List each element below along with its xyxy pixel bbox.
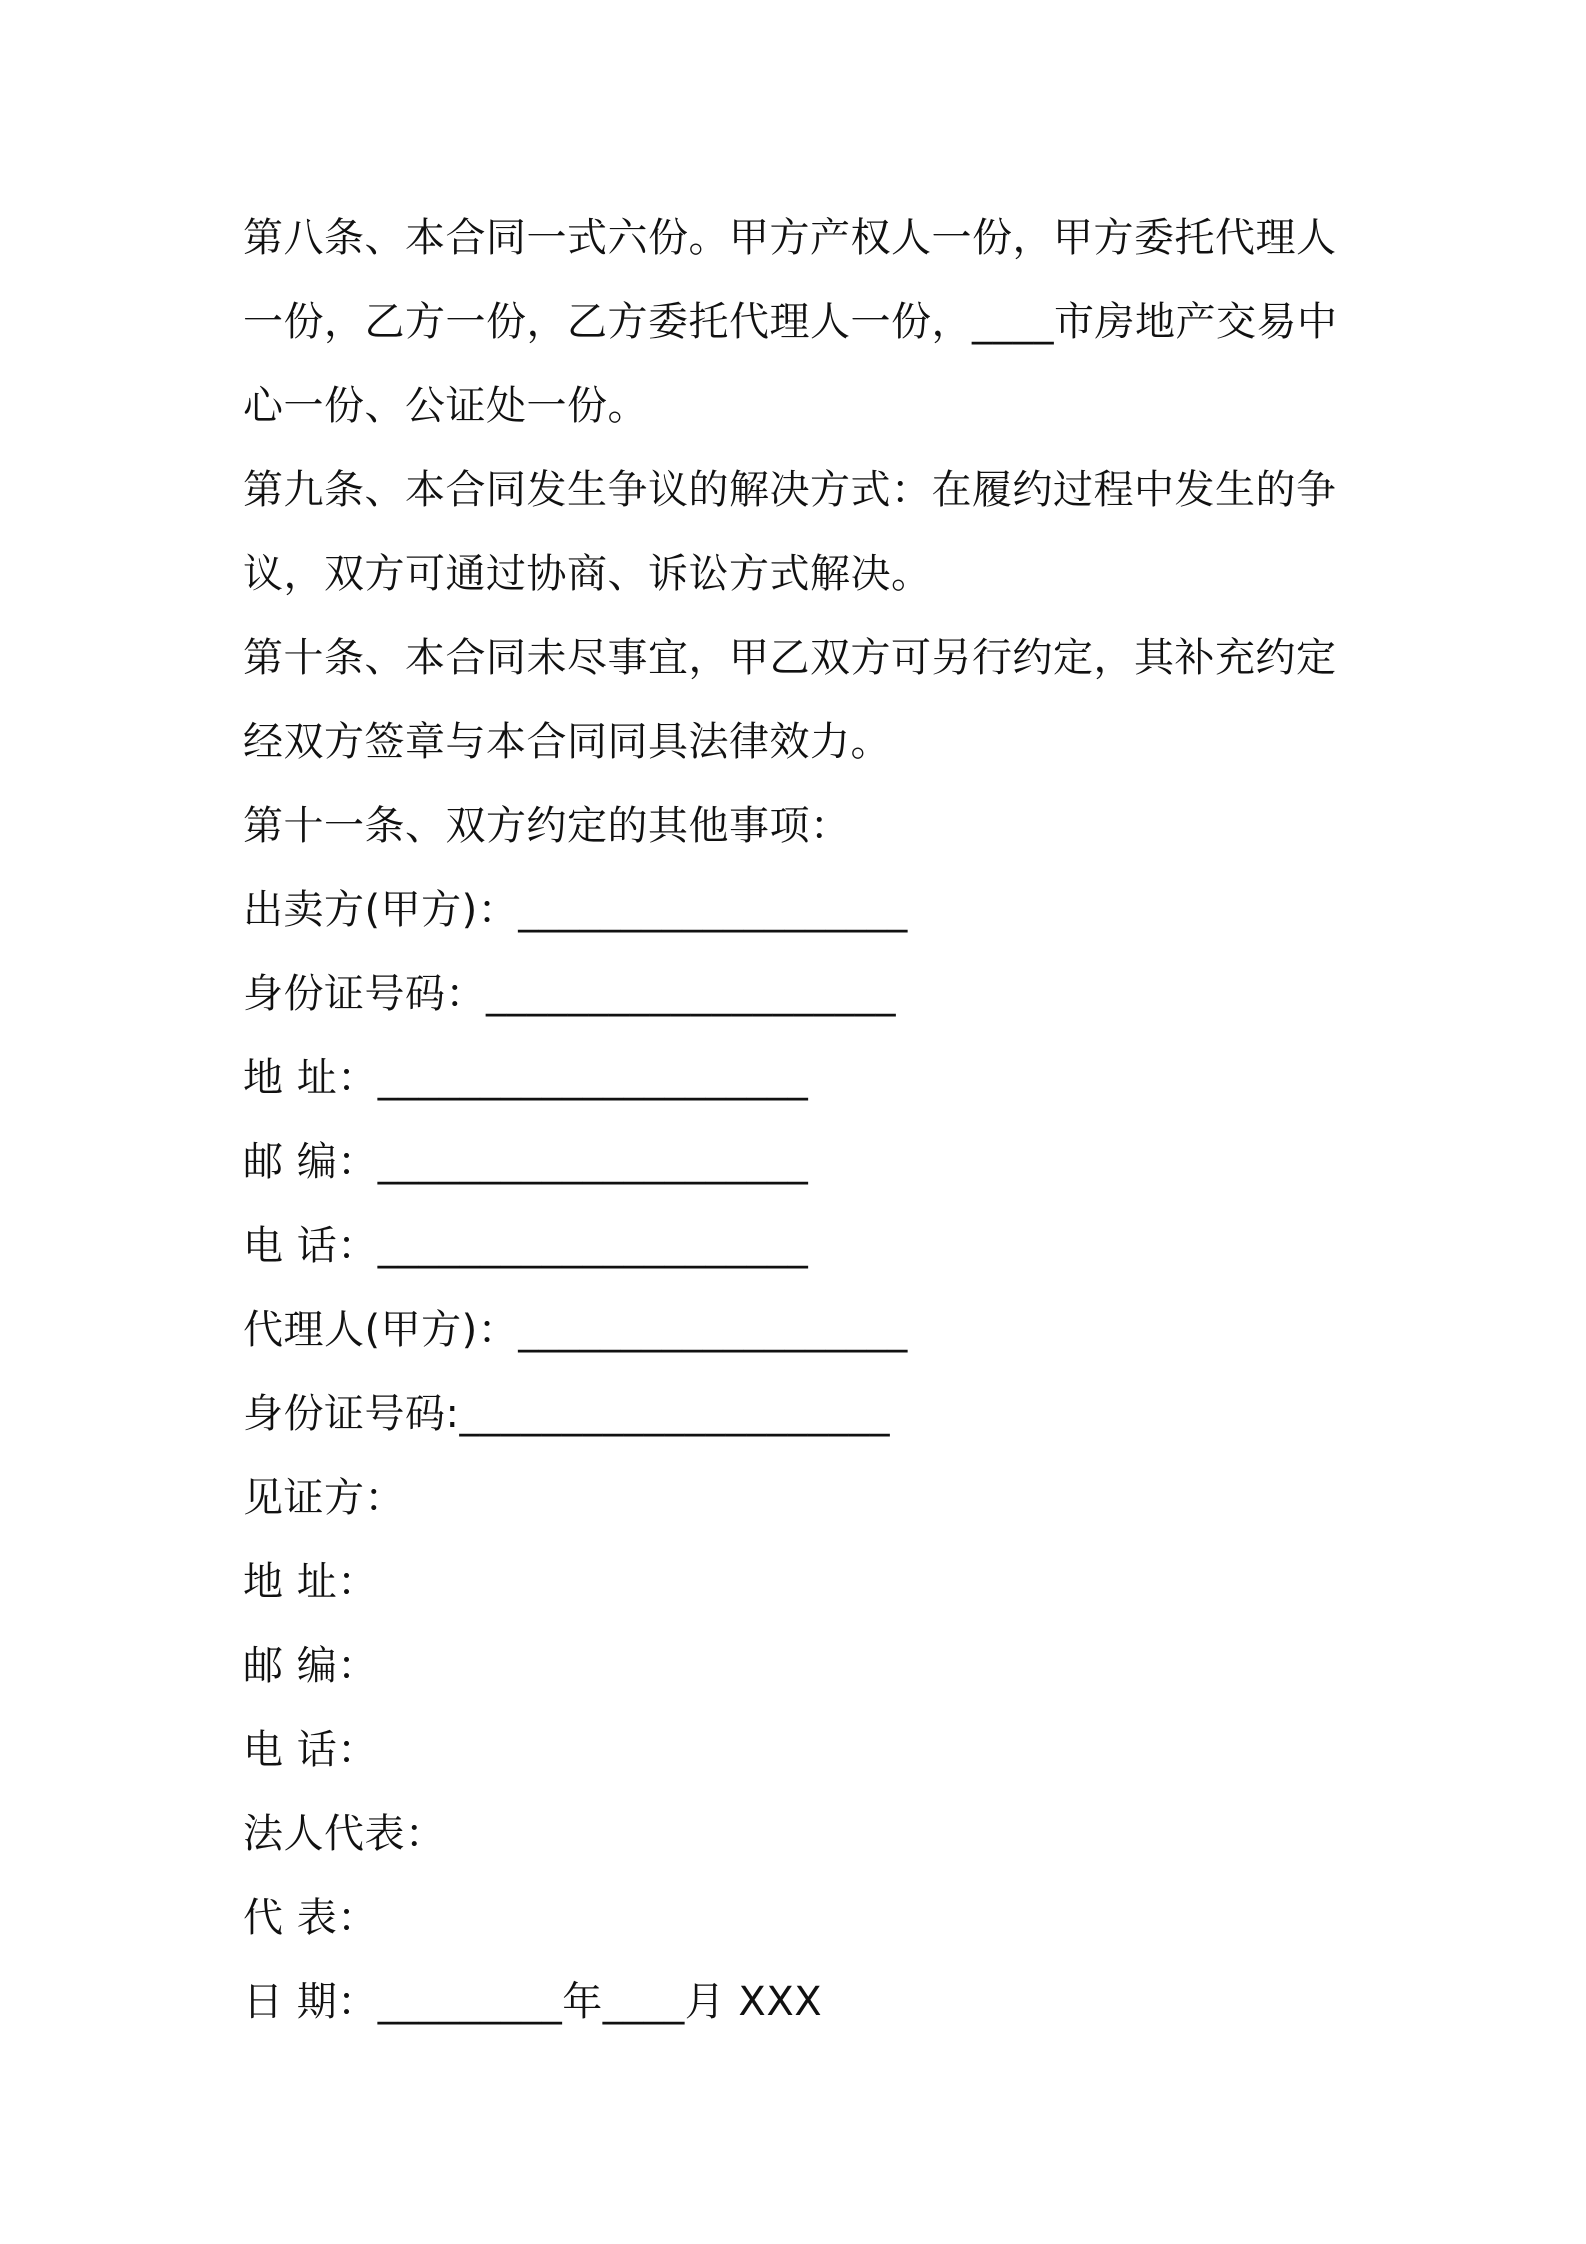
witness-address-line: 地 址： bbox=[243, 1559, 378, 1605]
date-line: 日 期：_________年____月 XXX bbox=[243, 1979, 823, 2025]
document-body bbox=[243, 196, 1363, 2044]
agent-line: 代理人(甲方)：___________________ bbox=[243, 1307, 908, 1353]
representative-line: 代 表： bbox=[243, 1895, 378, 1941]
agent-id-line: 身份证号码:_____________________ bbox=[243, 1391, 890, 1437]
witness-postcode-line: 邮 编： bbox=[243, 1643, 378, 1689]
clause-9: 第九条、本合同发生争议的解决方式：在履约过程中发生的争议，双方可通过协商、诉讼方式解决。 bbox=[243, 467, 1337, 597]
seller-postcode-line: 邮 编：_____________________ bbox=[243, 1139, 809, 1185]
seller-line: 出卖方(甲方)：___________________ bbox=[243, 887, 908, 933]
witness-phone-line: 电 话： bbox=[243, 1727, 378, 1773]
clause-10: 第十条、本合同未尽事宜，甲乙双方可另行约定，其补充约定经双方签章与本合同同具法律效力。 bbox=[243, 635, 1337, 765]
seller-address-line: 地 址：_____________________ bbox=[243, 1055, 809, 1101]
seller-id-line: 身份证号码：____________________ bbox=[243, 971, 896, 1017]
clause-8: 第八条、本合同一式六份。甲方产权人一份，甲方委托代理人一份，乙方一份，乙方委托代理人一份，____市房地产交易中心一份、公证处一份。 bbox=[243, 215, 1338, 429]
witness-line: 见证方： bbox=[243, 1475, 405, 1521]
seller-phone-line: 电 话：_____________________ bbox=[243, 1223, 809, 1269]
legal-rep-line: 法人代表： bbox=[243, 1811, 446, 1857]
clause-11: 第十一条、双方约定的其他事项： bbox=[243, 803, 851, 849]
